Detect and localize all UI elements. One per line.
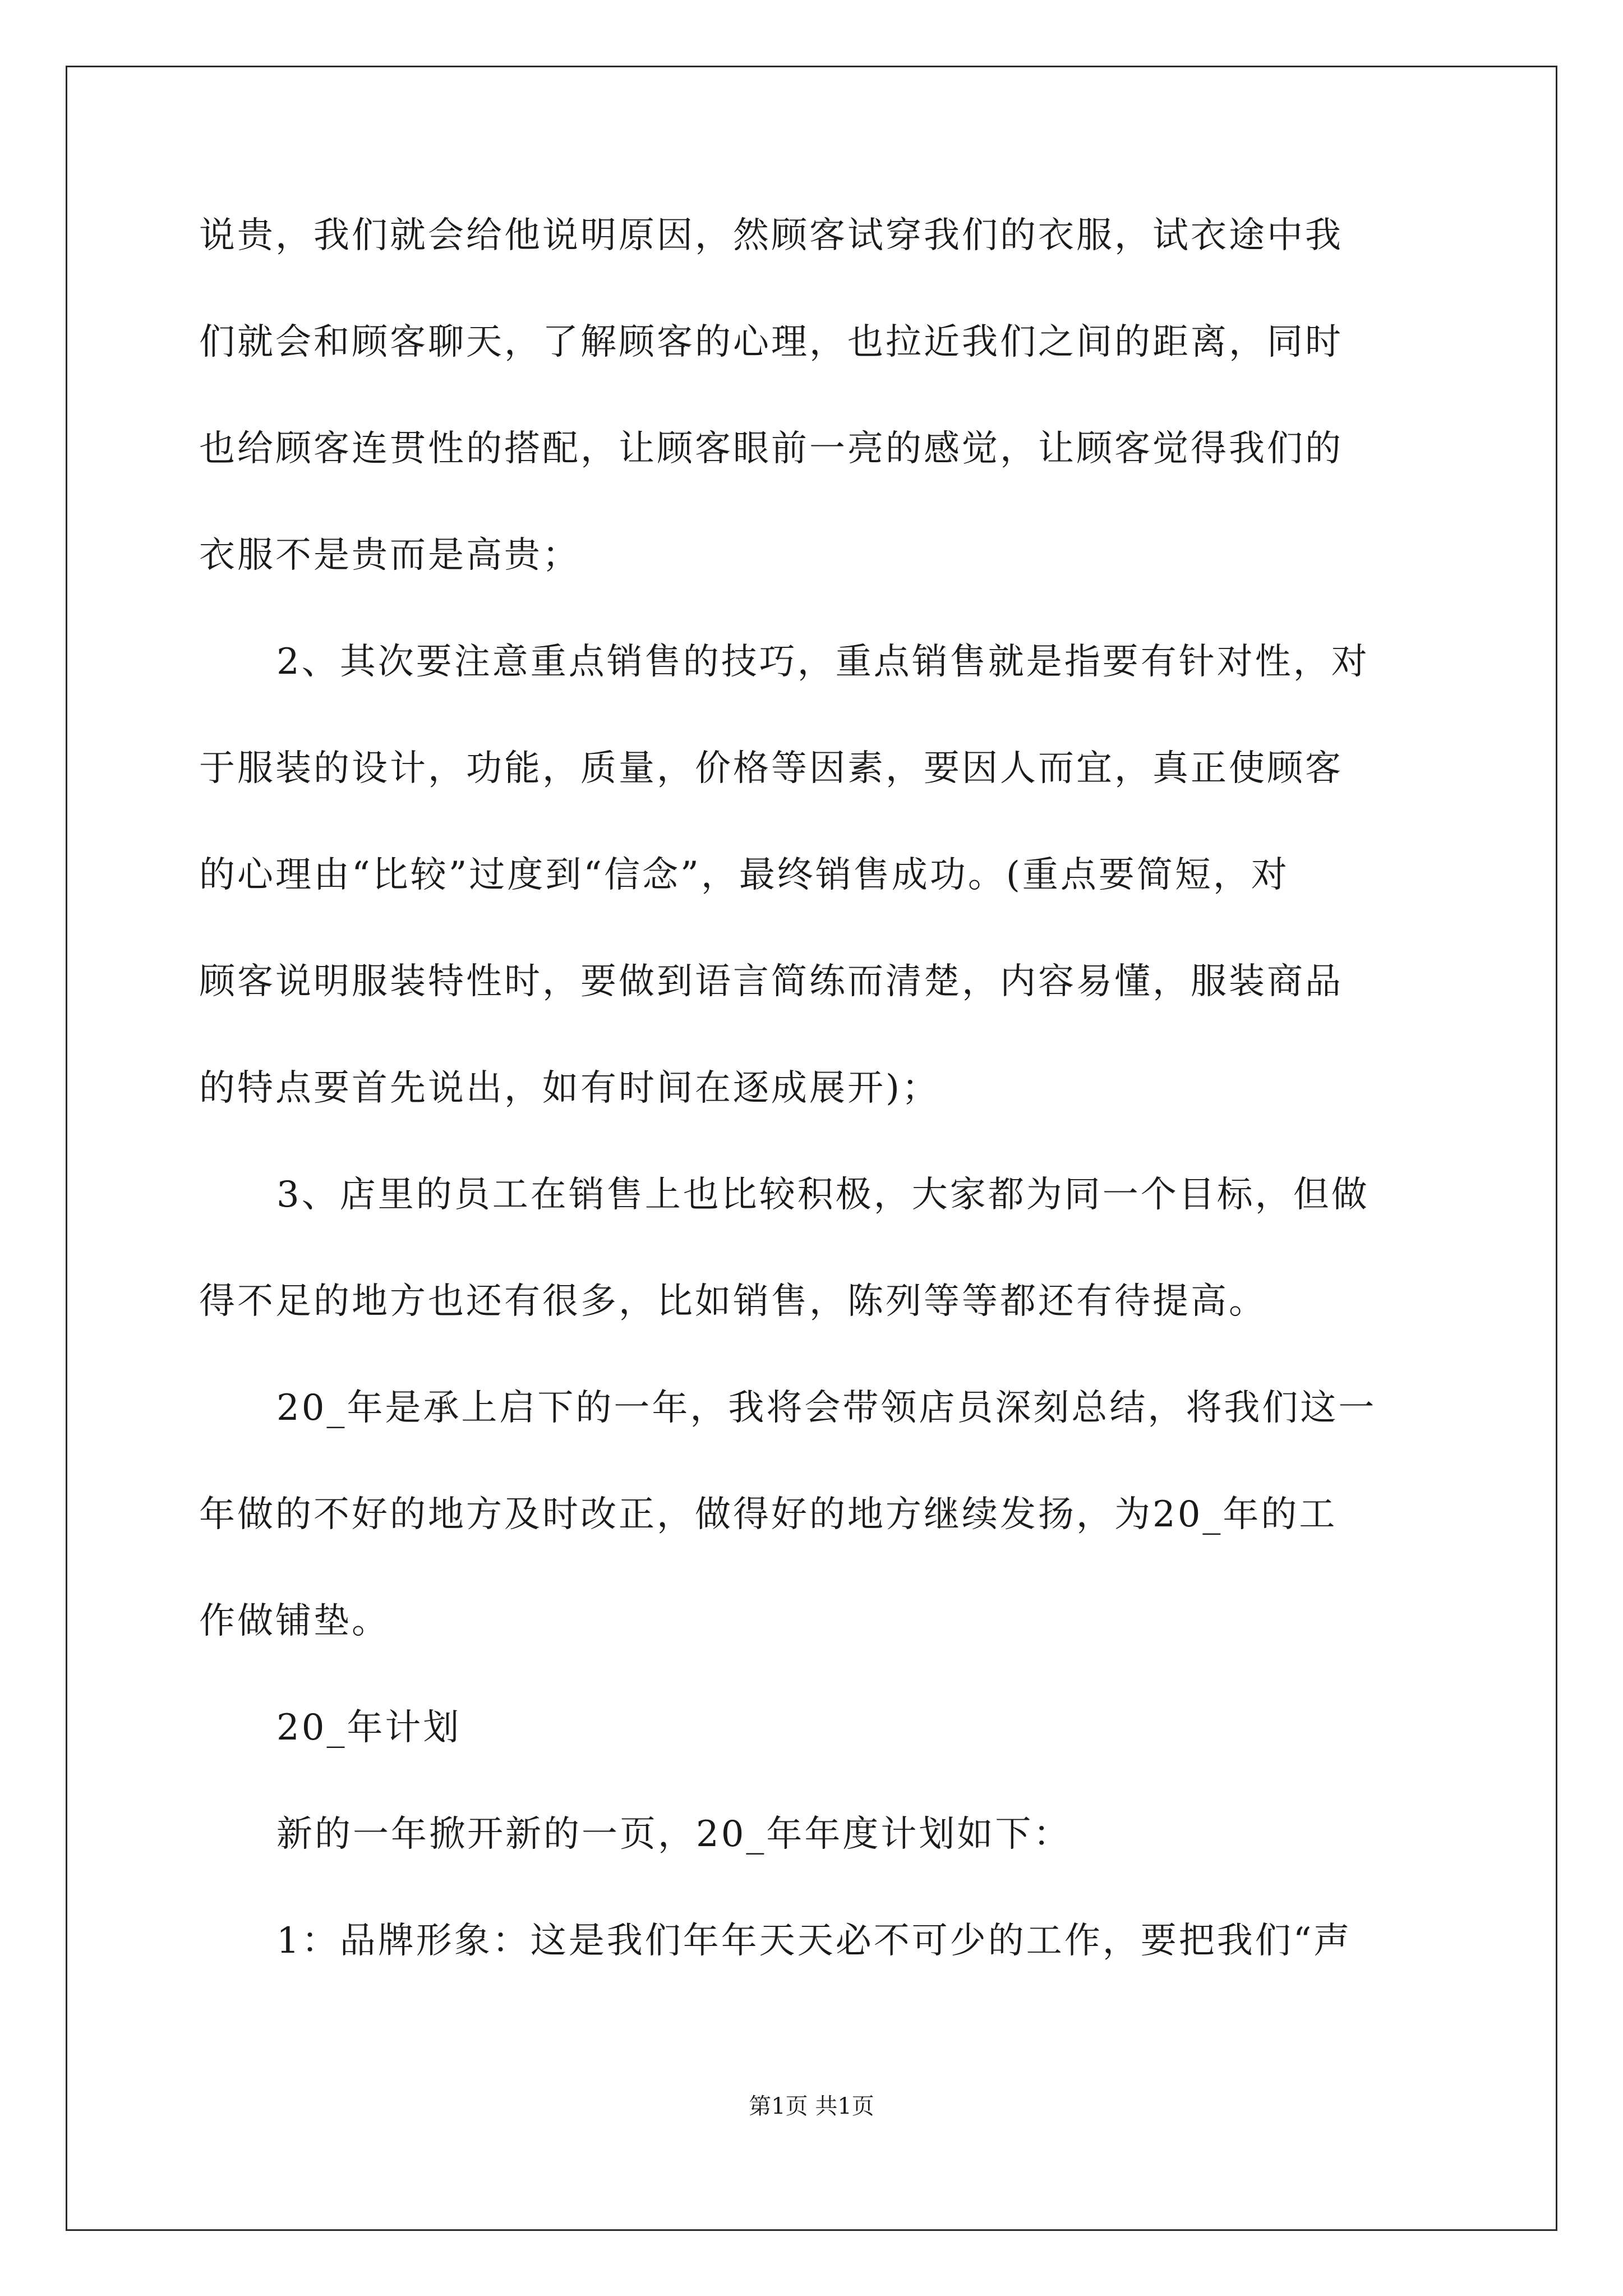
text-line: 们就会和顾客聊天，了解顾客的心理，也拉近我们之间的距离，同时 [199, 321, 1343, 363]
text-line: 的心理由“比较”过度到“信念”，最终销售成功。(重点要简短，对 [199, 854, 1289, 896]
paragraph-line: 3、店里的员工在销售上也比较积极，大家都为同一个目标，但做 [276, 1174, 1370, 1216]
text-line: 得不足的地方也还有很多，比如销售，陈列等等都还有待提高。 [199, 1281, 1267, 1322]
text-line: 的特点要首先说出，如有时间在逐成展开)； [199, 1068, 940, 1109]
page-footer: 第1页 共1页 [749, 2093, 874, 2119]
text-line: 于服装的设计，功能，质量，价格等因素，要因人而宜，真正使顾客 [199, 748, 1343, 789]
page-border [66, 66, 1557, 2231]
paragraph-line: 20_年是承上启下的一年，我将会带领店员深刻总结，将我们这一 [276, 1387, 1377, 1429]
text-line: 年做的不好的地方及时改正，做得好的地方继续发扬，为20_年的工 [199, 1494, 1338, 1535]
paragraph-line: 新的一年掀开新的一页，20_年年度计划如下： [276, 1814, 1072, 1855]
text-line: 说贵，我们就会给他说明原因，然顾客试穿我们的衣服，试衣途中我 [199, 215, 1343, 256]
paragraph-line: 1：品牌形象：这是我们年年天天必不可少的工作，要把我们“声 [276, 1920, 1352, 1962]
text-line: 作做铺垫。 [199, 1600, 390, 1642]
section-heading: 20_年计划 [276, 1707, 462, 1749]
text-line: 也给顾客连贯性的搭配，让顾客眼前一亮的感觉，让顾客觉得我们的 [199, 428, 1343, 470]
text-line: 顾客说明服装特性时，要做到语言简练而清楚，内容易懂，服装商品 [199, 961, 1343, 1002]
paragraph-line: 2、其次要注意重点销售的技巧，重点销售就是指要有针对性，对 [276, 641, 1370, 683]
text-line: 衣服不是贵而是高贵； [199, 535, 580, 576]
